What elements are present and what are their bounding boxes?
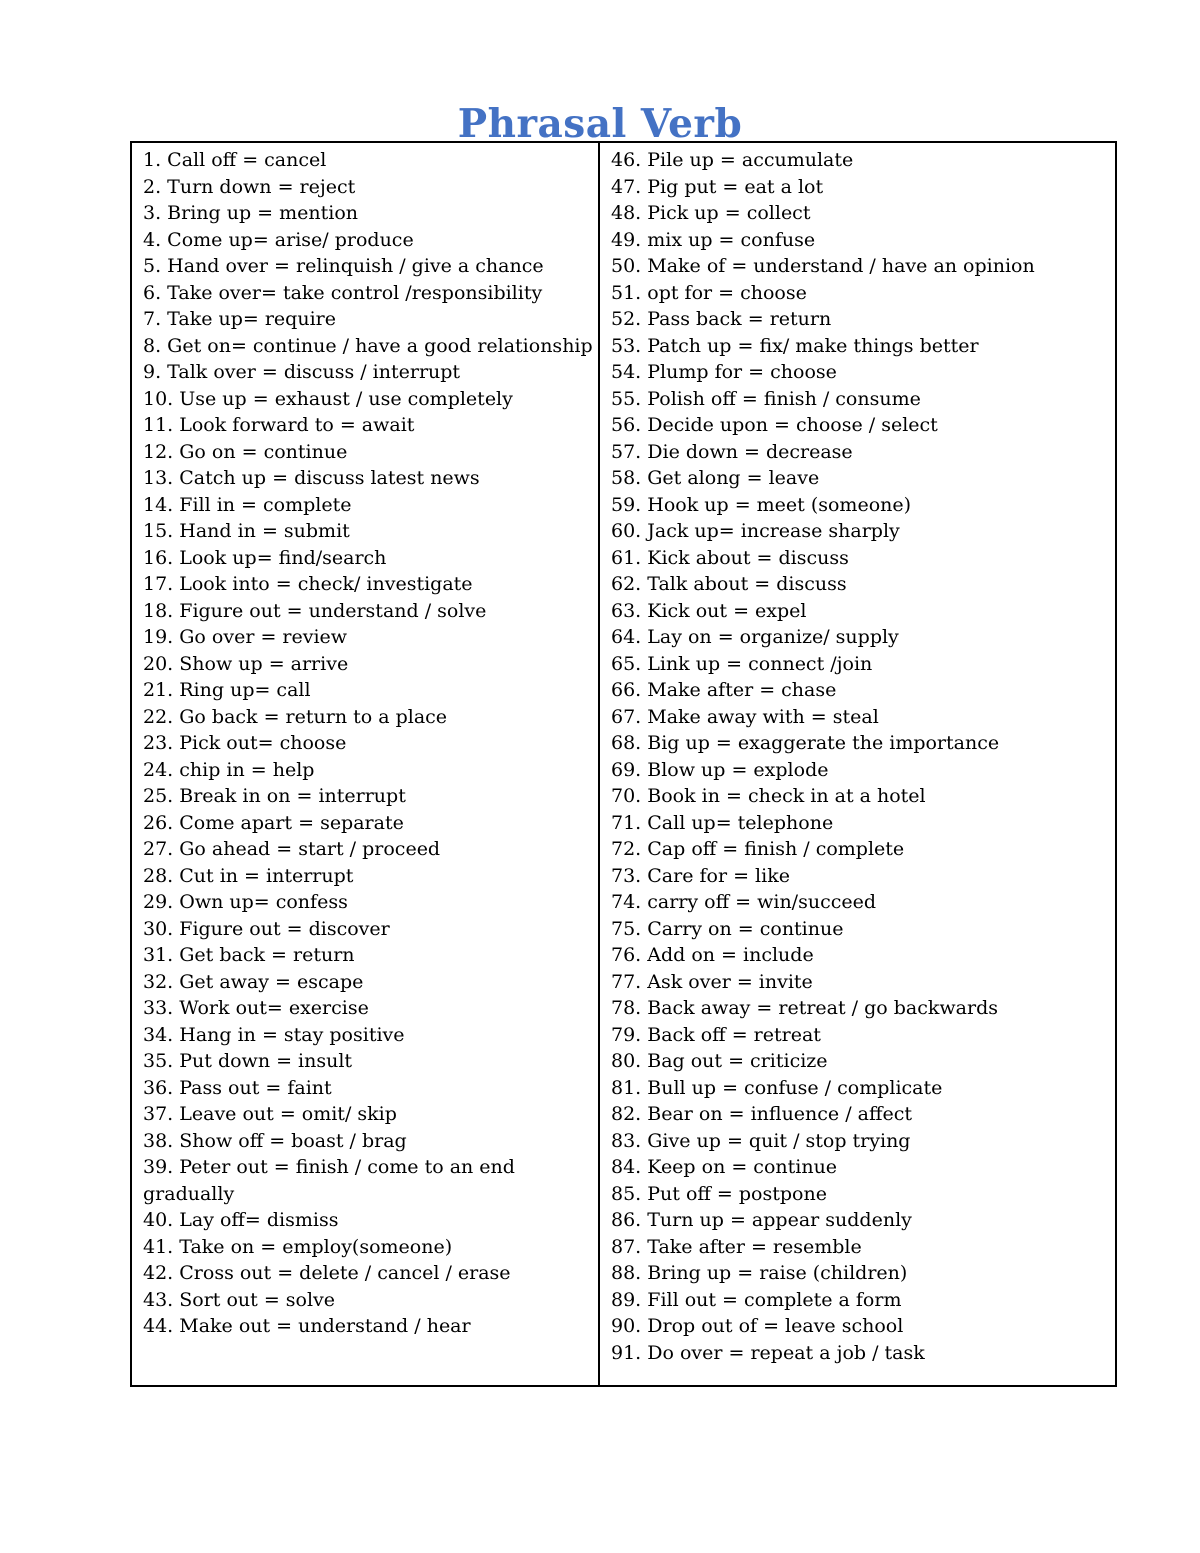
verb-list-item: 37. Leave out = omit/ skip	[143, 1103, 397, 1125]
verb-list-item: 34. Hang in = stay positive	[143, 1023, 405, 1046]
verb-list-item: 69. Blow up = explode	[611, 758, 829, 781]
verb-list-item: 8. Get on= continue / have a good relationship	[143, 334, 593, 357]
verb-list-item: 75. Carry on = continue	[611, 917, 844, 940]
verb-list-item: 65. Link up = connect /join	[611, 652, 873, 675]
verb-list-item: 30. Figure out = discover	[143, 917, 390, 940]
right-verb-list	[611, 147, 1111, 1366]
verb-list-item: 38. Show off = boast / brag	[143, 1129, 407, 1152]
verb-list-item: 19. Go over = review	[143, 626, 348, 648]
verb-list-item: 46. Pile up = accumulate	[611, 149, 854, 171]
phrasal-verb-table	[130, 141, 1117, 1387]
verb-list-item: 66. Make after = chase	[611, 679, 837, 701]
left-column	[132, 143, 600, 1385]
verb-list-item: 72. Cap off = finish / complete	[611, 838, 905, 860]
verb-list-item: 77. Ask over = invite	[611, 970, 813, 993]
verb-list-item: 26. Come apart = separate	[143, 811, 404, 834]
verb-list-item: 42. Cross out = delete / cancel / erase	[143, 1262, 511, 1284]
verb-list-item: 49. mix up = confuse	[611, 228, 816, 251]
verb-list-item: 29. Own up= confess	[143, 891, 348, 913]
verb-list-item: 15. Hand in = submit	[143, 520, 350, 542]
verb-list-item: 44. Make out = understand / hear	[143, 1315, 471, 1337]
verb-list-item: 22. Go back = return to a place	[143, 705, 448, 728]
page-title: Phrasal Verb	[457, 101, 743, 148]
verb-list-item: 88. Bring up = raise (children)	[611, 1262, 908, 1284]
verb-list-item: 27. Go ahead = start / proceed	[143, 838, 441, 860]
verb-list-item: 64. Lay on = organize/ supply	[611, 626, 899, 648]
verb-list-item: 89. Fill out = complete a form	[611, 1288, 902, 1311]
verb-list-item: 16. Look up= find/search	[143, 546, 387, 569]
verb-list-item: 32. Get away = escape	[143, 970, 364, 993]
verb-list-item: 36. Pass out = faint	[143, 1076, 332, 1099]
verb-list-item: 91. Do over = repeat a job / task	[611, 1341, 925, 1364]
verb-list-item: 7. Take up= require	[143, 308, 336, 330]
verb-list-item: 4. Come up= arise/ produce	[143, 228, 414, 251]
verb-list-item: 79. Back off = retreat	[611, 1023, 821, 1046]
verb-list-item: 9. Talk over = discuss / interrupt	[143, 361, 461, 383]
verb-list-item: 58. Get along = leave	[611, 467, 820, 489]
verb-list-item: 41. Take on = employ(someone)	[143, 1235, 453, 1258]
right-column	[600, 143, 1115, 1385]
verb-list-item: 6. Take over= take control /responsibility	[143, 281, 543, 304]
verb-list-item: 35. Put down = insult	[143, 1050, 353, 1072]
verb-list-item: 31. Get back = return	[143, 944, 355, 966]
verb-list-item: 84. Keep on = continue	[611, 1156, 838, 1178]
verb-list-item: 81. Bull up = confuse / complicate	[611, 1076, 943, 1099]
verb-list-item: 80. Bag out = criticize	[611, 1050, 828, 1072]
verb-list-item: 12. Go on = continue	[143, 440, 348, 463]
verb-list-item: 63. Kick out = expel	[611, 599, 807, 622]
verb-list-item: 47. Pig put = eat a lot	[611, 175, 824, 198]
verb-list-item: 14. Fill in = complete	[143, 493, 352, 516]
verb-list-item: 23. Pick out= choose	[143, 732, 347, 754]
verb-list-item: 11. Look forward to = await	[143, 414, 415, 436]
verb-list-item: 90. Drop out of = leave school	[611, 1315, 904, 1337]
verb-list-item: 18. Figure out = understand / solve	[143, 599, 487, 622]
left-verb-list	[143, 147, 594, 1340]
verb-list-item: 40. Lay off= dismiss	[143, 1209, 339, 1231]
verb-list-item: 56. Decide upon = choose / select	[611, 414, 938, 436]
verb-list-item: 17. Look into = check/ investigate	[143, 573, 473, 595]
verb-list-item: 60. Jack up= increase sharply	[611, 520, 900, 542]
verb-list-item: 57. Die down = decrease	[611, 440, 853, 463]
verb-list-item: 2. Turn down = reject	[143, 175, 356, 198]
verb-list-item: 55. Polish off = finish / consume	[611, 387, 921, 410]
verb-list-item: 54. Plump for = choose	[611, 361, 837, 383]
verb-list-item: 52. Pass back = return	[611, 308, 832, 330]
verb-list-item: 5. Hand over = relinquish / give a chance	[143, 255, 544, 277]
verb-list-item: 39. Peter out = finish / come to an end gradually	[143, 1156, 515, 1205]
verb-list-item: 68. Big up = exaggerate the importance	[611, 732, 1000, 754]
verb-list-item: 51. opt for = choose	[611, 281, 807, 304]
verb-list-item: 10. Use up = exhaust / use completely	[143, 387, 513, 410]
verb-list-item: 50. Make of = understand / have an opinion	[611, 255, 1035, 277]
verb-list-item: 53. Patch up = fix/ make things better	[611, 334, 979, 357]
verb-list-item: 62. Talk about = discuss	[611, 573, 847, 595]
verb-list-item: 1. Call off = cancel	[143, 149, 327, 171]
verb-list-item: 13. Catch up = discuss latest news	[143, 467, 480, 489]
verb-list-item: 83. Give up = quit / stop trying	[611, 1129, 911, 1152]
verb-list-item: 70. Book in = check in at a hotel	[611, 785, 926, 807]
verb-list-item: 48. Pick up = collect	[611, 202, 811, 224]
verb-list-item: 20. Show up = arrive	[143, 652, 349, 675]
verb-list-item: 67. Make away with = steal	[611, 705, 879, 728]
verb-list-item: 85. Put off = postpone	[611, 1182, 827, 1205]
verb-list-item: 73. Care for = like	[611, 864, 790, 887]
verb-list-item: 74. carry off = win/succeed	[611, 891, 876, 913]
verb-list-item: 59. Hook up = meet (someone)	[611, 493, 912, 516]
verb-list-item: 24. chip in = help	[143, 758, 315, 781]
verb-list-item: 71. Call up= telephone	[611, 811, 834, 834]
verb-list-item: 78. Back away = retreat / go backwards	[611, 997, 998, 1019]
verb-list-item: 82. Bear on = influence / affect	[611, 1103, 913, 1125]
verb-list-item: 76. Add on = include	[611, 944, 814, 966]
verb-list-item: 3. Bring up = mention	[143, 202, 359, 224]
verb-list-item: 25. Break in on = interrupt	[143, 785, 406, 807]
verb-list-item: 28. Cut in = interrupt	[143, 864, 354, 887]
verb-list-item: 43. Sort out = solve	[143, 1288, 336, 1311]
verb-list-item: 87. Take after = resemble	[611, 1235, 862, 1258]
verb-list-item: 21. Ring up= call	[143, 679, 311, 701]
verb-list-item: 86. Turn up = appear suddenly	[611, 1209, 912, 1231]
verb-list-item: 33. Work out= exercise	[143, 997, 369, 1019]
verb-list-item: 61. Kick about = discuss	[611, 546, 849, 569]
